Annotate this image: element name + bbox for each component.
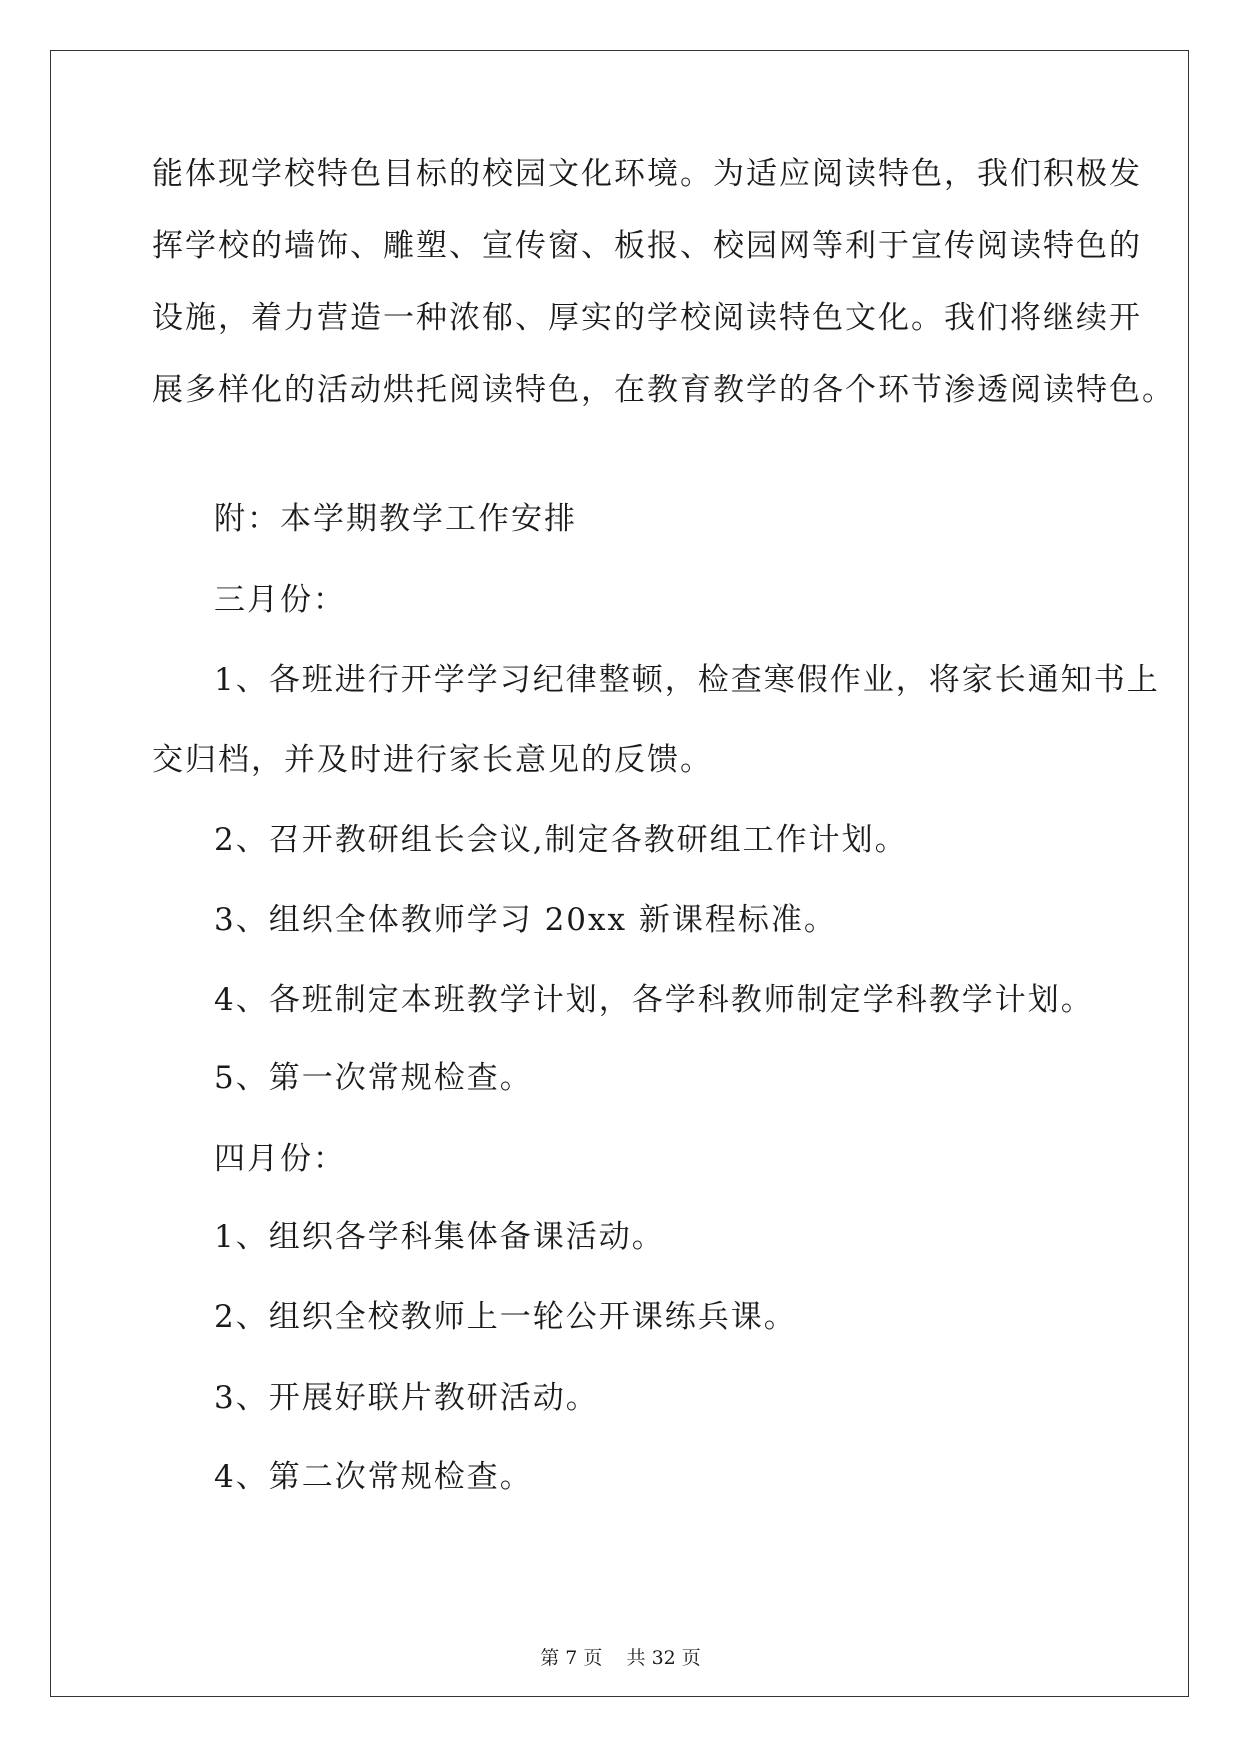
april-item-2: 2、组织全校教师上一轮公开课练兵课。 bbox=[214, 1299, 797, 1335]
april-item-1: 1、组织各学科集体备课活动。 bbox=[214, 1219, 665, 1255]
paragraph-line: 展多样化的活动烘托阅读特色，在教育教学的各个环节渗透阅读特色。 bbox=[152, 372, 1175, 408]
march-item-5: 5、第一次常规检查。 bbox=[214, 1060, 533, 1096]
march-item-2: 2、召开教研组长会议,制定各教研组工作计划。 bbox=[214, 822, 908, 858]
paragraph-line: 能体现学校特色目标的校园文化环境。为适应阅读特色，我们积极发 bbox=[152, 156, 1142, 192]
april-heading: 四月份： bbox=[214, 1141, 346, 1177]
march-heading: 三月份： bbox=[214, 582, 346, 618]
april-item-4: 4、第二次常规检查。 bbox=[214, 1459, 533, 1495]
paragraph-line: 设施，着力营造一种浓郁、厚实的学校阅读特色文化。我们将继续开 bbox=[152, 300, 1142, 336]
march-item-4: 4、各班制定本班教学计划，各学科教师制定学科教学计划。 bbox=[214, 982, 1094, 1018]
paragraph-line: 挥学校的墙饰、雕塑、宣传窗、板报、校园网等利于宣传阅读特色的 bbox=[152, 228, 1142, 264]
march-item-1-continuation: 交归档，并及时进行家长意见的反馈。 bbox=[152, 742, 713, 778]
page-number-footer: 第 7 页 共 32 页 bbox=[540, 1647, 701, 1669]
march-item-1: 1、各班进行开学学习纪律整顿，检查寒假作业，将家长通知书上 bbox=[214, 662, 1160, 698]
april-item-3: 3、开展好联片教研活动。 bbox=[214, 1380, 599, 1416]
appendix-heading: 附：本学期教学工作安排 bbox=[214, 501, 577, 537]
march-item-3: 3、组织全体教师学习 20xx 新课程标准。 bbox=[214, 902, 837, 938]
